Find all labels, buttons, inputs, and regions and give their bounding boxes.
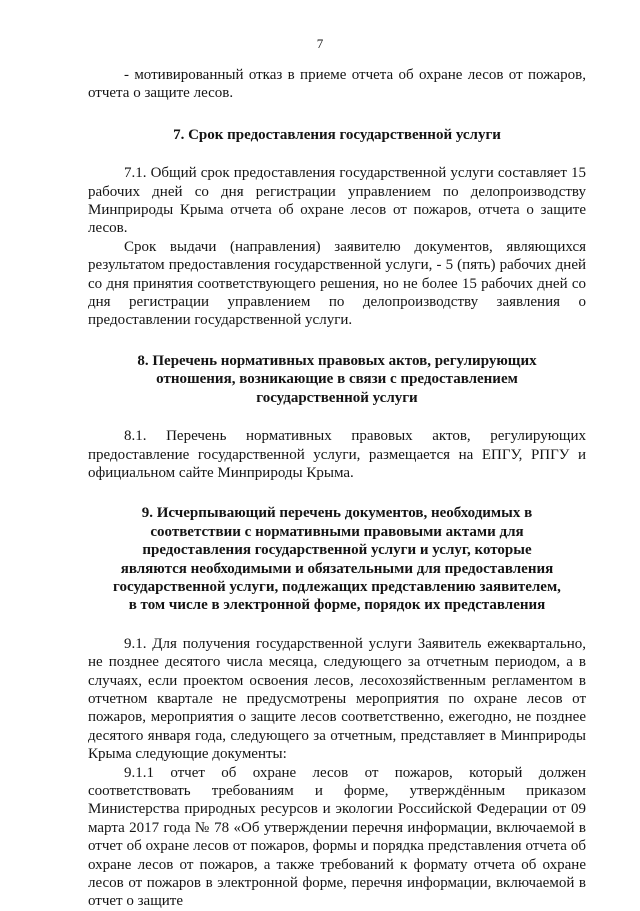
paragraph-9-1: 9.1. Для получения государственной услуги Заявитель ежеквартально, не позднее десятого числа месяца, следующего за отчетным периодом, а в случаях, если проектом освоения лесов, лесохозяйственным регламентом в отчетном квартале не предусмотрены мероприятия по охране лесов от пожаров, мероприятия о защите лесов соответственно, ежегодно, не позднее десятого января года, следующего за отчетным, представляет в Минприроды Крыма следующие документы: <box>88 635 586 763</box>
paragraph-8-1-rest: предоставление государственной услуги, размещается на ЕПГУ, РПГУ и официальном сайте Минприроды Крыма. <box>88 446 586 481</box>
paragraph-7-2: Срок выдачи (направления) заявителю документов, являющихся результатом предоставления государственной услуги, - 5 (пять) рабочих дней со дня принятия соответствующего решения, но не более 15 рабочих дней со дня регистрации управлением по делопроизводству заявления о предоставлении государственной услуги. <box>88 238 586 329</box>
page-number: 7 <box>316 36 324 51</box>
section-heading-9-line: предоставления государственной услуги и услуг, которые <box>142 542 532 559</box>
section-heading-9 <box>88 504 586 614</box>
section-heading-8-line: государственной услуги <box>256 389 418 406</box>
section-heading-8-line: 8. Перечень нормативных правовых актов, регулирующих <box>137 352 537 369</box>
document-body <box>88 66 586 911</box>
section-heading-7: 7. Срок предоставления государственной услуги <box>173 126 501 143</box>
paragraph-8-1 <box>88 427 586 482</box>
section-heading-9-line: государственной услуги, подлежащих представлению заявителем, <box>113 578 561 595</box>
paragraph-9-1-1: 9.1.1 отчет об охране лесов от пожаров, который должен соответствовать требованиям и форме, утверждённым приказом Министерства природных ресурсов и экологии Российской Федерации от 09 марта 2017 года № 78 «Об утверждении перечня информации, включаемой в отчет об охране лесов от пожаров, формы и порядка представления отчета об охране лесов от пожаров, а также требований к формату отчета об охране лесов от пожаров в электронной форме, перечня информации, включаемой в отчет о защите <box>88 764 586 910</box>
paragraph-8-1-first-line: 8.1. Перечень нормативных правовых актов, регулирующих <box>124 428 586 445</box>
paragraph-refusal-item: - мотивированный отказ в приеме отчета об охране лесов от пожаров, отчета о защите лесов. <box>88 67 586 102</box>
paragraph-7-1: 7.1. Общий срок предоставления государственной услуги составляет 15 рабочих дней со дня регистрации управлением по делопроизводству Минприроды Крыма отчета об охране лесов от пожаров, отчета о защите лесов. <box>88 165 586 237</box>
section-heading-9-line: являются необходимыми и обязательными для предоставления <box>120 560 554 577</box>
section-heading-9-line: соответствии с нормативными правовыми актами для <box>150 523 524 540</box>
section-heading-9-line: в том числе в электронной форме, порядок их представления <box>128 597 546 614</box>
section-heading-8-line: отношения, возникающие в связи с предоставлением <box>156 371 518 388</box>
section-heading-8 <box>88 352 586 407</box>
section-heading-9-line: 9. Исчерпывающий перечень документов, необходимых в <box>141 505 533 522</box>
